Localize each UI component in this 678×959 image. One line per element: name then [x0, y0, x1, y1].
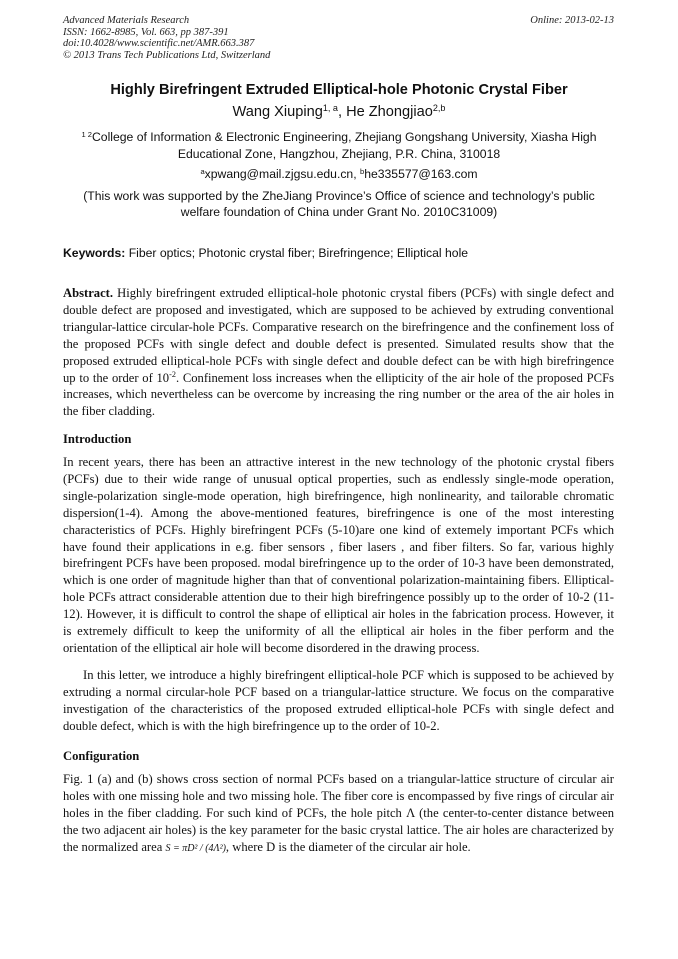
affiliation-mark: 1 2 — [81, 129, 92, 139]
configuration-text-2: , where D is the diameter of the circular air hole. — [225, 839, 471, 854]
affiliation — [63, 129, 615, 163]
abstract-exponent: -2 — [169, 369, 176, 379]
journal-name: Advanced Materials Research — [63, 15, 190, 26]
keywords — [63, 246, 623, 260]
configuration-text-1: Fig. 1 (a) and (b) shows cross section of normal PCFs based on a triangular-lattice structure of circular air holes with one missing hole and two missing hole. The fiber core is encompassed by five rings of circular air holes in the fiber cladding. For such kind of PCFs, the hole pitch Λ (the center-to-center distance between the two adjacent air holes) is the key parameter for the basic crystal lattice. The air holes are characterized by the normalized area — [63, 772, 614, 854]
online-date: Online: 2013-02-13 — [530, 15, 614, 26]
affiliation-text: College of Information & Electronic Engineering, Zhejiang Gongshang University, Xiasha High Educational Zone, Hangzhou, Zhejiang, P.R. China, 310018 — [92, 130, 597, 161]
configuration-heading: Configuration — [63, 749, 140, 763]
introduction-paragraph-1: In recent years, there has been an attractive interest in the new technology of the photonic crystal fibers (PCFs) due to their wide range of unusual optical properties, such as endlessly single-mode operation, single-polarization single-mode operation, high birefringence, high nonlinearity, and tailorable chromatic dispersion(1-4). Among the above-mentioned features, birefringence is one of the most interesting characteristics of PCFs. Highly birefringent PCFs (5-10)are one kind of extemely important PCFs which have found their applications in e.g. fiber sensors , fiber lasers , and fiber filters. So far, various highly birefringent PCFs have been proposed. modal birefringence up to the order of 10-3 have been demonstrated, which is one order of magnitude higher than that of conventional polarization-maintaining fibers. Elliptical-hole PCFs attract considerable attention due to their high birefringence possibly up to the order of 10-2 (11-12). However, it is difficult to control the shape of elliptical air holes in the fabrication process. However, it is extremely difficult to keep the uniformity of all the elliptical air holes in the fiber perform and the orientation of the elliptical air hole will become disordered in the drawing process. — [63, 455, 614, 655]
doi-line: doi:10.4028/www.scientific.net/AMR.663.387 — [63, 38, 255, 50]
email-a: xpwang@mail.zjgsu.edu.cn, — [204, 167, 360, 181]
keywords-text: Fiber optics; Photonic crystal fiber; Birefringence; Elliptical hole — [125, 246, 469, 260]
author-2-affiliation-mark: 2,b — [432, 103, 446, 114]
abstract — [63, 285, 614, 420]
author-2: He Zhongjiao — [346, 104, 433, 120]
copyright-line: © 2013 Trans Tech Publications Ltd, Switzerland — [63, 49, 271, 61]
normalized-area-formula: S = πD² / (4Λ²) — [165, 842, 226, 854]
email-a-mark: a — [200, 166, 205, 176]
abstract-text-2: . Confinement loss increases when the ellipticity of the air hole of the proposed PCFs increases, which nevertheless can be overcome by increasing the ring number or the area of the air holes in the fiber cladding. — [63, 370, 614, 419]
abstract-label: Abstract. — [63, 286, 114, 300]
funding-note: (This work was supported by the ZheJiang Province’s Office of science and technology’s public welfare foundation of China under Grant No. 2010C31009) — [83, 189, 595, 219]
email-b-mark: b — [359, 166, 365, 176]
configuration-paragraph — [63, 771, 614, 858]
issn-line: ISSN: 1662-8985, Vol. 663, pp 387-391 — [63, 26, 229, 38]
keywords-label: Keywords: — [63, 246, 126, 260]
author-1-affiliation-mark: 1, a — [322, 103, 338, 114]
author-separator: , — [337, 104, 347, 120]
author-line — [40, 104, 638, 120]
introduction-heading: Introduction — [63, 432, 132, 446]
abstract-text-1: Highly birefringent extruded elliptical-hole photonic crystal fibers (PCFs) with single defect and double defect are proposed and investigated, which are supposed to be achieved by extruding conventional triangular-lattice circular-hole PCFs. Comparative research on the birefringence and the confinement loss of the proposed PCFs with single defect and double defect is presented. Simulated results show that the proposed extruded elliptical-hole PCFs with single defect and double defect can be with high birefringence up to the order of 10 — [63, 286, 614, 385]
author-emails — [40, 167, 638, 181]
author-1: Wang Xiuping — [232, 104, 323, 120]
journal-header — [63, 15, 393, 61]
email-b: he335577@163.com — [364, 167, 478, 181]
paper-title: Highly Birefringent Extruded Elliptical-hole Photonic Crystal Fiber — [110, 82, 568, 98]
introduction-paragraph-2: In this letter, we introduce a highly birefringent elliptical-hole PCF which is supposed to be achieved by extruding a normal circular-hole PCF based on a triangular-lattice structure. We focus on the comparative investigation of the characteristics of the proposed extruded elliptical-hole PCFs with single defect and double defect, which is with the high birefringence up to the order of 10-2. — [63, 668, 614, 733]
